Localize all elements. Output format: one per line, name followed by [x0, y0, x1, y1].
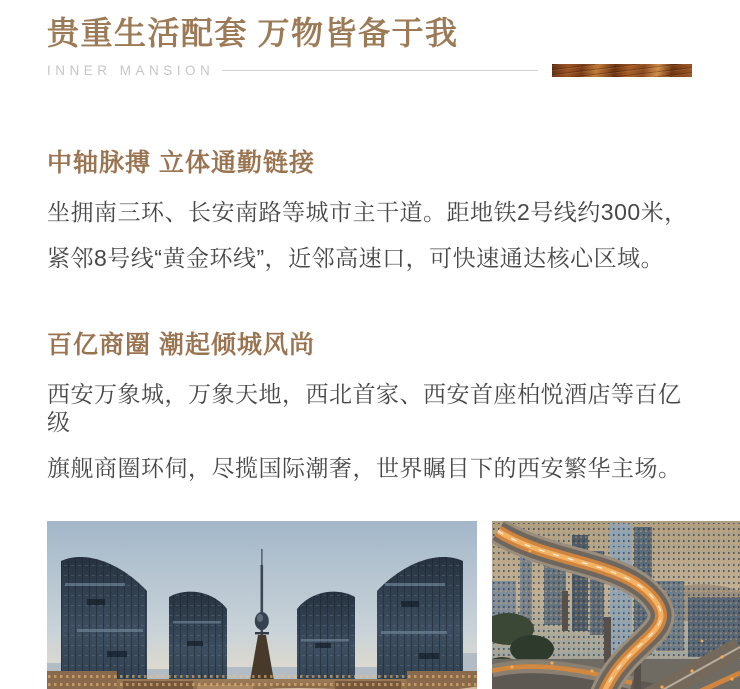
header [47, 0, 692, 78]
section-business-line-2: 旗舰商圈环伺，尽揽国际潮奢，世界瞩目下的西安繁华主场。 [47, 455, 682, 481]
section-business-heading: 百亿商圈 潮起倾城风尚 [47, 331, 315, 359]
section-transport-line-1: 坐拥南三环、长安南路等城市主干道。距地铁2号线约300米， [47, 199, 688, 225]
cbd-towers-illustration [47, 521, 477, 689]
cbd-towers-photo[interactable] [47, 521, 477, 689]
section-business [47, 330, 692, 482]
section-business-line-1: 西安万象城，万象天地，西北首家、西安首座柏悦酒店等百亿级 [47, 381, 682, 435]
header-divider-line [222, 70, 538, 71]
highway-interchange-photo[interactable] [492, 521, 740, 689]
header-subrow [47, 62, 692, 78]
page-title: 贵重生活配套 万物皆备于我 [47, 15, 459, 51]
header-eyebrow: INNER MANSION [47, 62, 215, 78]
section-transport-line-2: 紧邻8号线“黄金环线”，近邻高速口，可快速通达核心区域。 [47, 245, 665, 271]
wood-texture-bar [552, 64, 692, 77]
highway-interchange-illustration [492, 521, 740, 689]
section-transport-heading: 中轴脉搏 立体通勤链接 [47, 149, 315, 177]
section-transport [47, 148, 692, 272]
photo-row [47, 521, 740, 689]
